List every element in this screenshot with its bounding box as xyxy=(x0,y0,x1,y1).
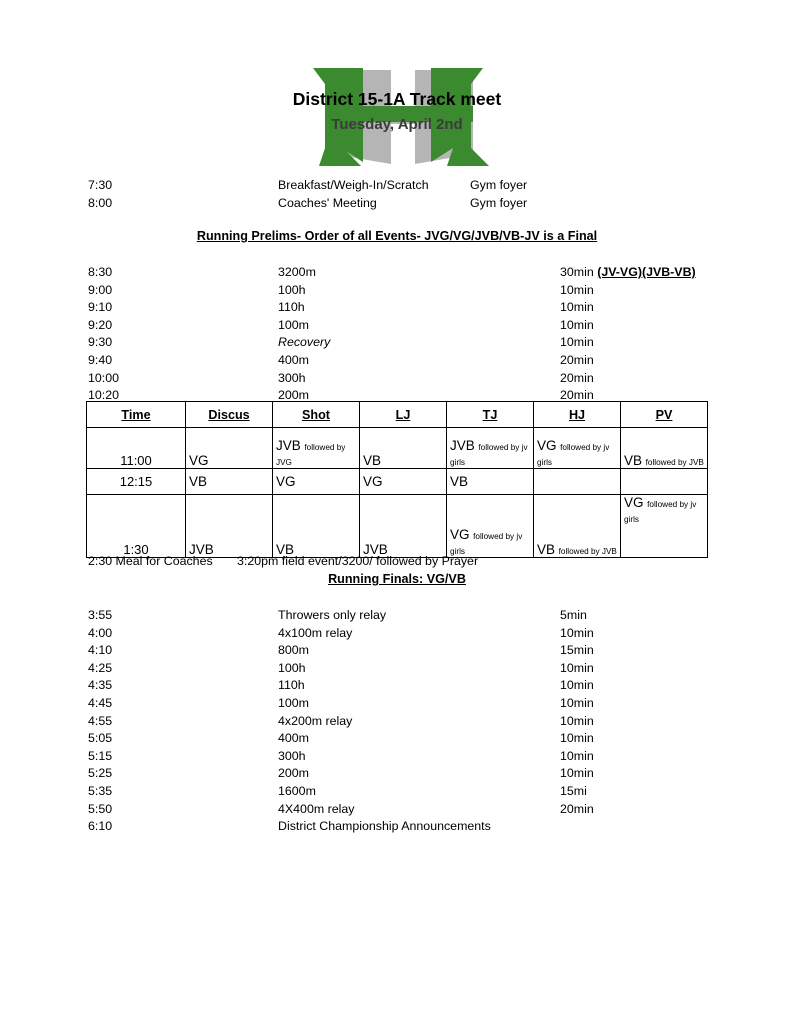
morning-schedule xyxy=(0,177,794,212)
schedule-row xyxy=(0,818,794,836)
row-event: 4x200m relay xyxy=(278,713,353,728)
row-duration: 10min xyxy=(560,731,594,746)
row-event: District Championship Announcements xyxy=(278,819,491,834)
schedule-row xyxy=(0,695,794,713)
schedule-row xyxy=(0,660,794,678)
row-event: 4X400m relay xyxy=(278,801,355,816)
table-row xyxy=(87,469,708,495)
row-event: 100m xyxy=(278,317,309,332)
title-block xyxy=(0,88,794,135)
row-time: 4:00 xyxy=(88,625,113,640)
row-time: 7:30 xyxy=(88,178,113,192)
row-duration: 10min xyxy=(560,678,594,693)
finals-heading: Running Finals: VG/VB xyxy=(328,572,466,586)
row-time: 9:30 xyxy=(88,335,113,350)
row-event: 400m xyxy=(278,731,309,746)
column-header-lj: LJ xyxy=(360,402,447,428)
cell-lj: VB xyxy=(360,428,447,469)
row-time: 5:15 xyxy=(88,748,113,763)
row-event: 200m xyxy=(278,766,309,781)
row-event: 300h xyxy=(278,748,306,763)
schedule-row xyxy=(0,677,794,695)
row-duration: 10min xyxy=(560,282,594,297)
row-time: 4:10 xyxy=(88,643,113,658)
schedule-row xyxy=(0,607,794,625)
column-header-hj: HJ xyxy=(534,402,621,428)
row-duration xyxy=(560,264,696,282)
row-event: 400m xyxy=(278,352,309,367)
row-time: 4:55 xyxy=(88,713,113,728)
finals-schedule xyxy=(0,607,794,836)
column-header-discus: Discus xyxy=(186,402,273,428)
column-header-shot: Shot xyxy=(273,402,360,428)
prelims-schedule xyxy=(0,264,794,405)
page-title: District 15-1A Track meet xyxy=(292,89,502,109)
row-time: 5:35 xyxy=(88,783,113,798)
row-duration: 20min xyxy=(560,370,594,385)
row-duration: 10min xyxy=(560,317,594,332)
row-time: 8:30 xyxy=(88,265,113,279)
prelims-heading: Running Prelims- Order of all Events- JVG/VG/JVB/VB-JV is a Final xyxy=(196,229,598,243)
row-event: Coaches' Meeting xyxy=(278,195,377,210)
row-duration: 15min xyxy=(560,643,594,658)
schedule-row xyxy=(0,299,794,317)
schedule-row xyxy=(0,765,794,783)
row-time: 3:55 xyxy=(88,608,113,622)
table-row xyxy=(87,495,708,558)
document-header xyxy=(0,0,794,175)
cell-lj: JVB xyxy=(360,495,447,558)
row-time: 9:10 xyxy=(88,300,113,315)
row-location: Gym foyer xyxy=(470,195,528,210)
row-event: 110h xyxy=(278,300,305,315)
page-subtitle: Tuesday, April 2nd xyxy=(331,116,463,133)
row-time: 10:20 xyxy=(88,388,120,403)
row-event: 1600m xyxy=(278,783,316,798)
row-event: 300h xyxy=(278,370,306,385)
table-row xyxy=(87,428,708,469)
row-location: Gym foyer xyxy=(470,178,528,192)
row-event: 110h xyxy=(278,678,305,693)
schedule-row xyxy=(0,195,794,213)
row-event: 100h xyxy=(278,660,306,675)
cell-pv xyxy=(621,469,708,495)
cell-hj: VG followed by jv girls xyxy=(534,428,621,469)
schedule-row xyxy=(0,783,794,801)
row-time: 6:10 xyxy=(88,819,113,834)
schedule-row xyxy=(0,334,794,352)
cell-hj xyxy=(534,469,621,495)
row-duration: 10min xyxy=(560,300,594,315)
row-duration: 10min xyxy=(560,695,594,710)
field-event-note: 3:20pm field event/3200/ followed by Prayer xyxy=(237,554,479,568)
row-duration: 10min xyxy=(560,713,594,728)
cell-shot: JVB followed by JVG xyxy=(273,428,360,469)
cell-discus: JVB xyxy=(186,495,273,558)
meal-note: 2:30 Meal for Coaches xyxy=(88,554,213,568)
schedule-row xyxy=(0,177,794,195)
schedule-row xyxy=(0,352,794,370)
cell-pv: VG followed by jv girls xyxy=(621,495,708,558)
schedule-row xyxy=(0,282,794,300)
row-time: 4:45 xyxy=(88,695,113,710)
duration-note: (JV-VG)(JVB-VB) xyxy=(597,265,696,279)
row-event: 4x100m relay xyxy=(278,625,353,640)
row-time: 9:20 xyxy=(88,317,113,332)
cell-tj: VG followed by jv girls xyxy=(447,495,534,558)
cell-time: 11:00 xyxy=(87,428,186,469)
row-event: 800m xyxy=(278,643,309,658)
duration-value: 30min xyxy=(560,265,594,279)
row-event: 3200m xyxy=(278,265,316,279)
row-duration: 20min xyxy=(560,801,594,816)
cell-time: 12:15 xyxy=(87,469,186,495)
column-header-pv: PV xyxy=(621,402,708,428)
schedule-row xyxy=(0,642,794,660)
schedule-row xyxy=(0,748,794,766)
row-event: Throwers only relay xyxy=(278,608,387,622)
row-time: 4:25 xyxy=(88,660,113,675)
row-duration: 10min xyxy=(560,625,594,640)
schedule-row xyxy=(0,317,794,335)
table-header-row xyxy=(87,402,708,428)
row-duration: 10min xyxy=(560,660,594,675)
row-time: 9:40 xyxy=(88,352,113,367)
row-duration: 10min xyxy=(560,335,594,350)
field-events-table xyxy=(86,401,708,558)
row-event: 100h xyxy=(278,282,306,297)
row-time: 10:00 xyxy=(88,370,120,385)
cell-discus: VB xyxy=(186,469,273,495)
row-time: 5:50 xyxy=(88,801,113,816)
schedule-row xyxy=(0,625,794,643)
cell-time: 1:30 xyxy=(87,495,186,558)
cell-tj: JVB followed by jv girls xyxy=(447,428,534,469)
row-time: 9:00 xyxy=(88,282,113,297)
schedule-row xyxy=(0,264,794,282)
cell-hj: VB followed by JVB xyxy=(534,495,621,558)
row-time: 5:05 xyxy=(88,731,113,746)
row-duration: 20min xyxy=(560,388,594,403)
schedule-row xyxy=(0,730,794,748)
cell-tj: VB xyxy=(447,469,534,495)
row-event: 200m xyxy=(278,388,309,403)
row-event: 100m xyxy=(278,695,309,710)
column-header-tj: TJ xyxy=(447,402,534,428)
cell-pv: VB followed by JVB xyxy=(621,428,708,469)
schedule-row xyxy=(0,801,794,819)
row-duration: 20min xyxy=(560,352,594,367)
row-event: Breakfast/Weigh-In/Scratch xyxy=(278,178,429,192)
row-time: 8:00 xyxy=(88,195,113,210)
row-duration: 5min xyxy=(560,608,587,622)
schedule-row xyxy=(0,370,794,388)
row-duration: 10min xyxy=(560,748,594,763)
cell-lj: VG xyxy=(360,469,447,495)
cell-discus: VG xyxy=(186,428,273,469)
row-duration: 10min xyxy=(560,766,594,781)
row-time: 5:25 xyxy=(88,766,113,781)
cell-shot: VG xyxy=(273,469,360,495)
row-event: Recovery xyxy=(278,335,331,350)
cell-shot: VB xyxy=(273,495,360,558)
column-header-time: Time xyxy=(87,402,186,428)
row-duration: 15mi xyxy=(560,783,587,798)
row-time: 4:35 xyxy=(88,678,113,693)
schedule-row xyxy=(0,713,794,731)
